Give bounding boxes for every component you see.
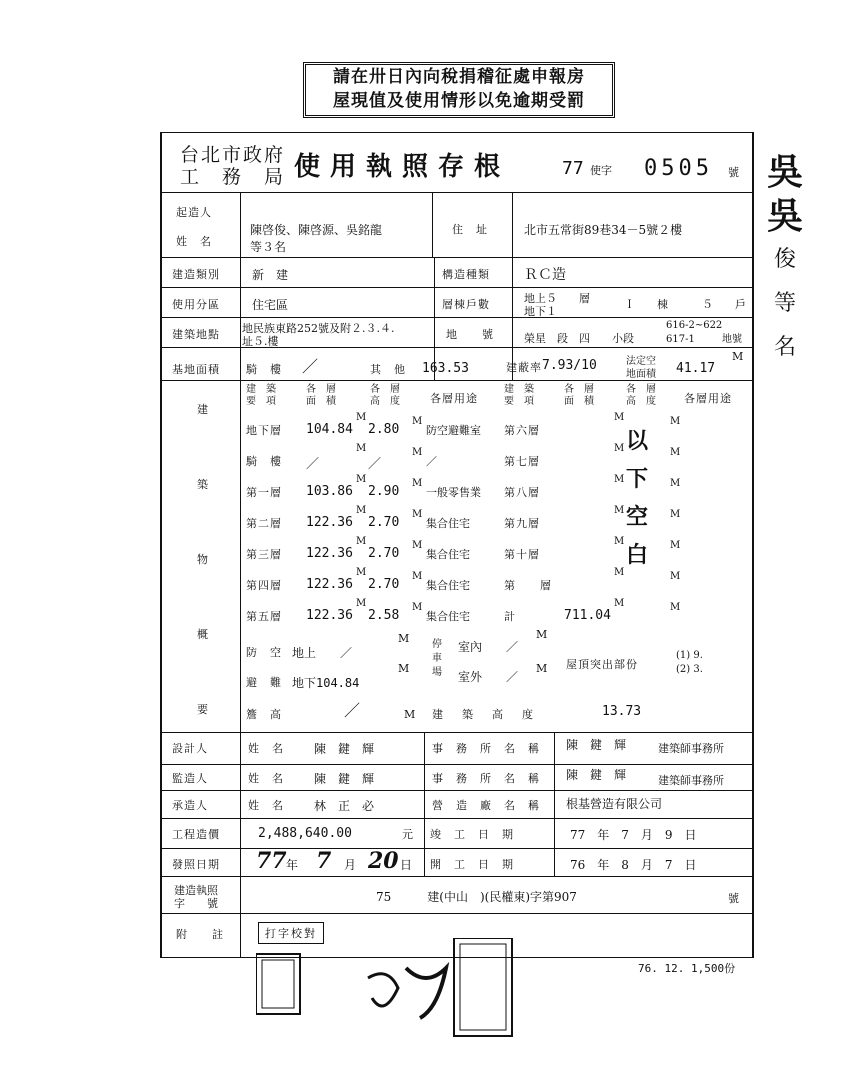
contractor-firm: 根基營造有限公司 [566, 797, 663, 811]
unit-count: ５ 戶 [702, 298, 746, 311]
applicant-names-2: 等３名 [250, 240, 287, 254]
parking-char: 車 [432, 653, 442, 664]
notice-line-2: 屋現值及使用情形以免逾期受罰 [333, 91, 585, 111]
contractor-name: 林 正 必 [314, 799, 375, 813]
shelter-unit-2: M [398, 662, 410, 675]
lot-suffix: 地號 [722, 334, 742, 345]
head-use-right: 各層用途 [684, 392, 732, 405]
designer-name-label: 姓 名 [248, 742, 284, 755]
head-item-right-2: 要 項 [504, 396, 534, 407]
shelter-unit-1: M [398, 632, 410, 645]
floor-item: 地下層 [246, 424, 282, 437]
floors-above: 地上５ 層 [524, 292, 590, 305]
cost-unit: 元 [402, 828, 413, 841]
site-value-2: 址５.樓 [242, 335, 279, 348]
lot-number-2: 617-1 [666, 334, 695, 345]
height-unit: M [412, 602, 423, 613]
zone-value: 住宅區 [252, 298, 289, 312]
roof-label: 屋頂突出部份 [566, 658, 638, 671]
head-height-2: 高 度 [370, 396, 400, 407]
floor-item: 第三層 [246, 548, 282, 561]
floor-height: 2.58 [368, 608, 400, 623]
blank-char: 白 [625, 542, 648, 568]
agency-line-1: 台北市政府 [180, 144, 286, 166]
margin-char: 吳 [766, 151, 803, 193]
area-unit: M [356, 505, 367, 516]
floor-area: 103.86 [306, 484, 353, 499]
build-type-label: 建造類別 [172, 268, 220, 281]
floor-area: 711.04 [564, 608, 611, 623]
floor-item: 第四層 [246, 579, 282, 592]
remark-label: 附 註 [176, 928, 224, 941]
floor-use: 集合住宅 [426, 548, 470, 561]
height-unit: M [412, 447, 423, 458]
parking-char: 停 [432, 639, 442, 650]
height-unit: M [412, 571, 423, 582]
designer-firm-suffix: 建築師事務所 [658, 742, 724, 755]
issue-month-unit: 月 [344, 858, 357, 872]
permit-label-1: 建造執照 [174, 884, 218, 897]
issue-day-unit: 日 [400, 858, 413, 872]
shelter-above: 地上 ／ [292, 646, 353, 660]
permit-number: 0505 [644, 156, 713, 181]
shelter-label: 防 空 [246, 646, 282, 659]
head-height-right-1: 各 層 [626, 384, 656, 395]
permit-char: 使字 [590, 164, 612, 177]
proofread-stamp: 打字校對 [258, 922, 324, 944]
floor-area: 122.36 [306, 608, 353, 623]
floor-item: 第一層 [246, 486, 282, 499]
floor-height: 2.70 [368, 515, 400, 530]
height-unit: M [412, 540, 423, 551]
contractor-label: 承造人 [172, 799, 208, 812]
area-unit: M [614, 598, 625, 609]
signature-mark [368, 974, 398, 1006]
floor-area: 122.36 [306, 546, 353, 561]
parking-label [432, 638, 444, 680]
floor-item: 第二層 [246, 517, 282, 530]
legal-open-label-1: 法定空 [626, 356, 656, 367]
page-title: 使用執照存根 [294, 152, 511, 182]
bldg-height-value: 13.73 [602, 704, 642, 719]
height-unit: M [670, 478, 681, 489]
applicant-label-2: 姓 名 [176, 235, 212, 248]
head-area-right [564, 384, 614, 408]
applicant-label-1: 起造人 [176, 206, 212, 219]
floor-area: 104.84 [306, 422, 353, 437]
area-unit: M [356, 536, 367, 547]
area-unit: M [356, 474, 367, 485]
floor-item: 第六層 [504, 424, 540, 437]
head-height-1: 各 層 [370, 384, 400, 395]
side-char: 概 [197, 628, 209, 641]
floor-area: 122.36 [306, 577, 353, 592]
notice-line-1: 請在卅日內向稅捐稽征處申報房 [333, 67, 585, 87]
margin-char: 等 [773, 291, 796, 316]
eave-unit: M [404, 708, 416, 721]
shelter-label-2: 避 難 [246, 676, 282, 689]
legal-open-unit: M [732, 350, 744, 363]
shelter-below: 地下104.84 [292, 676, 360, 690]
eave-value: ／ [344, 701, 361, 720]
head-use: 各層用途 [430, 392, 478, 405]
seal-stamps [256, 938, 526, 1042]
floor-item: 第八層 [504, 486, 540, 499]
parking-unit-2: M [536, 662, 548, 675]
permit-suffix: 號 [728, 166, 739, 179]
head-area-right-1: 各 層 [564, 384, 594, 395]
roof-1: (1) 9. [676, 650, 703, 661]
building-side-label [196, 398, 210, 722]
designer-firm: 陳 鍵 輝 [566, 738, 627, 752]
parking-outdoor: 室外 ／ [458, 670, 519, 684]
floor-use: ／ [426, 455, 437, 468]
applicant-names: 陳啓俊、陳啓源、吳銘龍 [250, 223, 383, 237]
floor-item: 第九層 [504, 517, 540, 530]
floor-use: 一般零售業 [426, 486, 481, 499]
arcade-label: 騎 樓 [246, 363, 282, 376]
floor-use: 集合住宅 [426, 579, 470, 592]
floor-height: 2.80 [368, 422, 400, 437]
designer-firm-label: 事 務 所 名 稱 [432, 742, 540, 755]
area-unit: M [614, 443, 625, 454]
lot-number-1: 616-2~622 [666, 320, 723, 331]
head-height-right [626, 384, 666, 408]
roof-2: (2) 3. [676, 664, 703, 675]
other-area: 163.53 [422, 361, 469, 376]
permit-label-2: 字 號 [174, 897, 218, 910]
height-unit: M [412, 416, 423, 427]
floor-height: 2.70 [368, 546, 400, 561]
side-char: 要 [197, 703, 209, 716]
issue-year-unit: 年 [286, 858, 299, 872]
legal-open-label-2: 地面積 [626, 369, 656, 380]
floor-use: 集合住宅 [426, 517, 470, 530]
coverage-value: 7.93/10 [542, 358, 597, 373]
designer-label: 設計人 [172, 742, 208, 755]
contractor-name-label: 姓 名 [248, 799, 284, 812]
completion-date: 77 年 7 月 9 日 [570, 828, 697, 842]
area-unit: M [614, 567, 625, 578]
head-height [370, 384, 410, 408]
margin-char: 吳 [766, 195, 803, 237]
structure-value: ＲＣ造 [524, 267, 566, 283]
floor-height: ／ [368, 457, 382, 472]
head-area [306, 384, 356, 408]
eave-label: 簷 高 [246, 708, 282, 721]
supervisor-firm: 陳 鍵 輝 [566, 768, 627, 782]
height-unit: M [670, 447, 681, 458]
area-unit: M [356, 443, 367, 454]
head-item-right-1: 建 築 [504, 384, 534, 395]
address-label: 住 址 [452, 223, 488, 236]
side-char: 築 [197, 478, 209, 491]
head-area-right-2: 面 積 [564, 396, 594, 407]
address-value: 北市五常街89巷34－5號２樓 [524, 223, 683, 237]
agency-line-2: 工 務 局 [180, 166, 286, 188]
site-value-1: 地民族東路252號及附２.３.４. [242, 322, 395, 335]
supervisor-name: 陳 鍵 輝 [314, 772, 375, 786]
floor-area: ／ [306, 457, 320, 472]
signature-mark [406, 968, 446, 1018]
coverage-label: 建蔽率 [506, 361, 542, 374]
head-item-right [504, 384, 554, 408]
area-unit: M [356, 412, 367, 423]
area-unit: M [614, 474, 625, 485]
side-char: 建 [197, 403, 209, 416]
height-unit: M [670, 509, 681, 520]
build-permit-number: 75 建(中山 )(民權東)字第907 [376, 890, 577, 904]
issue-year: 77 [256, 848, 287, 874]
building-count: Ｉ 棟 [624, 298, 668, 311]
build-type-value: 新 建 [252, 268, 289, 282]
designer-name: 陳 鍵 輝 [314, 742, 375, 756]
site-label: 建築地點 [172, 328, 220, 341]
height-unit: M [670, 571, 681, 582]
floor-item: 第七層 [504, 455, 540, 468]
area-unit: M [614, 536, 625, 547]
lot-label: 地 號 [446, 328, 494, 341]
floor-item: 計 [504, 610, 516, 623]
seal-stamp [256, 954, 300, 1014]
margin-fragments [762, 150, 808, 370]
floor-area: 122.36 [306, 515, 353, 530]
footer-print-note: 76. 12. 1,500份 [638, 962, 736, 975]
side-char: 物 [197, 553, 209, 566]
other-label: 其 他 [370, 363, 406, 376]
seal-stamp-inner [262, 960, 294, 1008]
head-area-1: 各 層 [306, 384, 336, 395]
floor-use: 防空避難室 [426, 424, 481, 437]
supervisor-firm-suffix: 建築師事務所 [658, 774, 724, 787]
cost-value: 2,488,640.00 [258, 826, 352, 841]
cost-label: 工程造價 [172, 828, 220, 841]
floors-below: 地下１ [524, 305, 557, 318]
head-item-1: 建 築 [246, 384, 276, 395]
contractor-firm-label: 營 造 廠 名 稱 [432, 799, 540, 812]
floor-item: 第十層 [504, 548, 540, 561]
start-date: 76 年 8 月 7 日 [570, 858, 697, 872]
floor-item: 騎 樓 [246, 455, 282, 468]
floor-item: 第五層 [246, 610, 282, 623]
issue-month: 7 [316, 848, 332, 874]
floor-item: 第 層 [504, 579, 552, 592]
completion-label: 竣 工 日 期 [430, 828, 514, 841]
floor-height: 2.90 [368, 484, 400, 499]
parking-indoor: 室內 ／ [458, 640, 519, 654]
height-unit: M [412, 509, 423, 520]
blank-note [624, 422, 650, 574]
height-unit: M [670, 540, 681, 551]
margin-char: 名 [773, 335, 796, 360]
blank-char: 空 [625, 504, 648, 530]
area-unit: M [356, 598, 367, 609]
supervisor-name-label: 姓 名 [248, 772, 284, 785]
area-unit: M [614, 505, 625, 516]
margin-char: 俊 [773, 247, 796, 272]
arcade-value: ／ [302, 357, 319, 376]
supervisor-firm-label: 事 務 所 名 稱 [432, 772, 540, 785]
seal-stamp-inner [460, 944, 506, 1030]
floor-height: 2.70 [368, 577, 400, 592]
blank-char: 以 [625, 428, 648, 454]
issue-day: 20 [368, 848, 399, 874]
legal-open-area: 41.17 [676, 361, 716, 376]
floors-label: 層棟戶數 [442, 298, 490, 311]
notice-stamp [303, 62, 615, 118]
height-unit: M [670, 602, 681, 613]
start-label: 開 工 日 期 [430, 858, 514, 871]
supervisor-label: 監造人 [172, 772, 208, 785]
structure-label: 構造種類 [442, 268, 490, 281]
permit-year: 77 [562, 158, 584, 179]
permit-form [160, 132, 754, 958]
head-height-right-2: 高 度 [626, 396, 656, 407]
parking-char: 場 [432, 667, 442, 678]
height-unit: M [412, 478, 423, 489]
issue-label: 發照日期 [172, 858, 220, 871]
seal-stamp [454, 938, 512, 1036]
head-item [246, 384, 296, 408]
bldg-height-label: 建 築 高 度 [432, 708, 537, 721]
area-unit: M [356, 567, 367, 578]
blank-char: 下 [625, 466, 648, 492]
lot-section: 榮星 段 四 小段 [524, 332, 634, 345]
area-unit: M [614, 412, 625, 423]
head-area-2: 面 積 [306, 396, 336, 407]
floor-use: 集合住宅 [426, 610, 470, 623]
base-area-label: 基地面積 [172, 363, 220, 376]
height-unit: M [670, 416, 681, 427]
build-permit-suffix: 號 [728, 892, 739, 905]
head-item-2: 要 項 [246, 396, 276, 407]
parking-unit-1: M [536, 628, 548, 641]
zone-label: 使用分區 [172, 298, 220, 311]
